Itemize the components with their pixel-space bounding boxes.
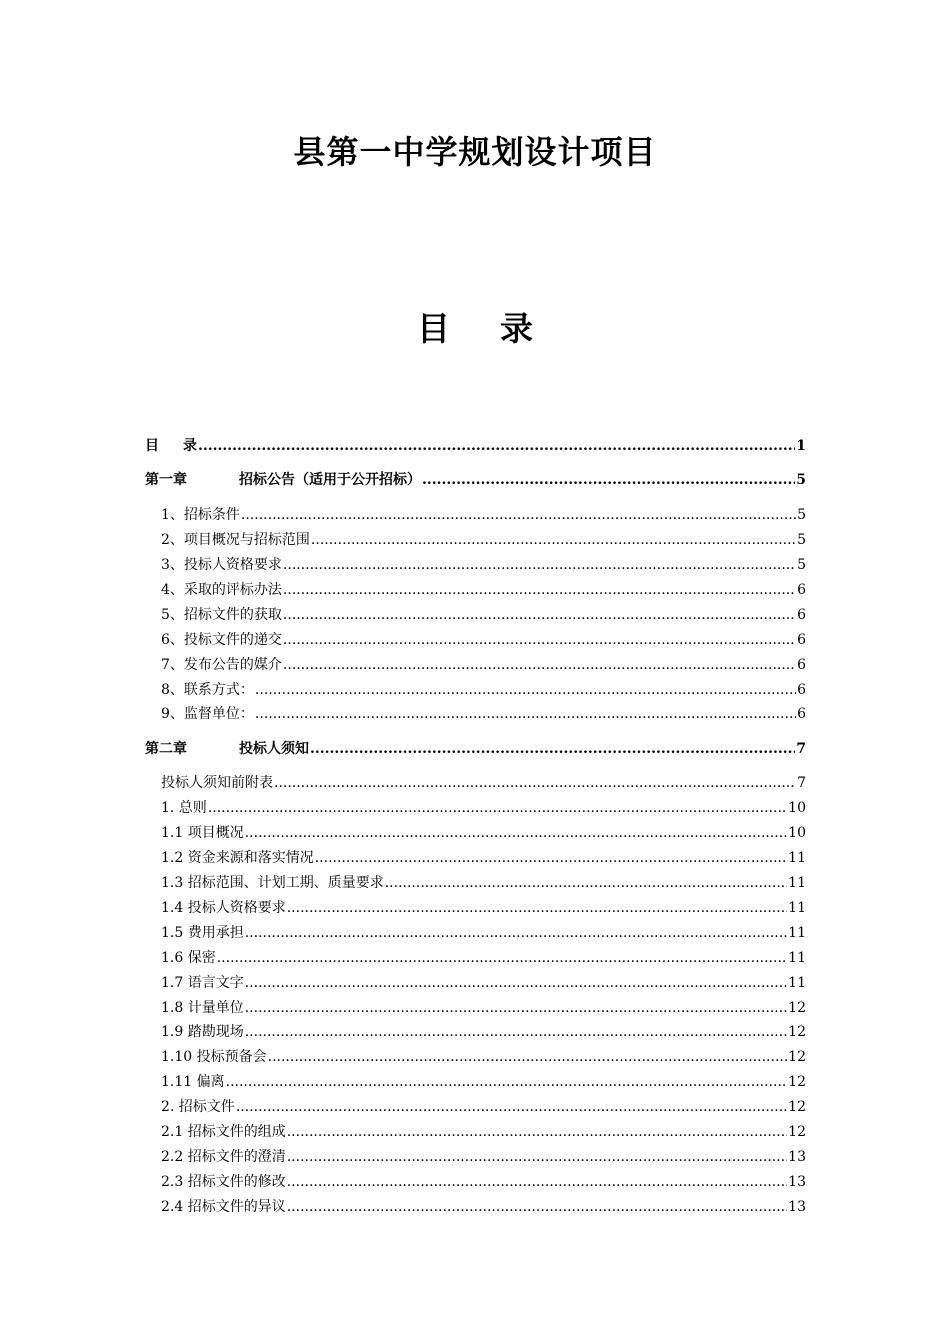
toc-entry[interactable] <box>161 798 806 818</box>
toc-dot-leader <box>208 798 787 818</box>
toc-entry-title: 1.10 投标预备会 <box>161 1049 267 1065</box>
toc-page-number: 6 <box>797 682 806 698</box>
toc-dot-leader <box>245 1022 787 1042</box>
toc-chapter-entry[interactable] <box>145 739 806 759</box>
toc-dot-leader <box>283 605 796 625</box>
toc-dot-leader <box>311 530 796 550</box>
toc-entry-title: 1.3 招标范围、计划工期、质量要求 <box>161 875 384 891</box>
toc-entry-title: 2.1 招标文件的组成 <box>161 1124 286 1140</box>
toc-page-number: 5 <box>797 557 806 573</box>
toc-dot-leader <box>274 773 796 793</box>
toc-dot-leader <box>283 555 796 575</box>
toc-entry[interactable] <box>161 1022 806 1042</box>
toc-dot-leader <box>287 1197 787 1217</box>
toc-page-number: 11 <box>788 850 806 866</box>
toc-page-number: 6 <box>797 607 806 623</box>
toc-heading <box>0 304 950 354</box>
toc-entry[interactable] <box>161 773 806 793</box>
toc-page-number: 5 <box>797 532 806 548</box>
toc-dot-leader <box>236 1097 787 1117</box>
toc-page-number: 5 <box>796 472 806 488</box>
toc-page-number: 6 <box>797 632 806 648</box>
toc-entry-title: 1.7 语言文字 <box>161 975 244 991</box>
toc-entry-title: 1.4 投标人资格要求 <box>161 900 286 916</box>
toc-chapter-label: 第二章 <box>145 741 187 757</box>
toc-entry[interactable] <box>161 998 806 1018</box>
toc-dot-leader <box>422 470 795 490</box>
toc-entry-title: 6、投标文件的递交 <box>161 632 282 648</box>
toc-entry[interactable] <box>161 605 806 625</box>
toc-entry[interactable] <box>161 505 806 525</box>
toc-dot-leader <box>217 948 787 968</box>
toc-dot-leader <box>245 923 787 943</box>
toc-entry-title: 7、发布公告的媒介 <box>161 657 282 673</box>
toc-entry[interactable] <box>161 680 806 700</box>
toc-entry-title: 2. 招标文件 <box>161 1099 235 1115</box>
toc-entry[interactable] <box>161 823 806 843</box>
toc-page-number: 7 <box>796 741 806 757</box>
document-title: 县第一中学规划设计项目 <box>293 133 657 171</box>
toc-entry[interactable] <box>161 530 806 550</box>
toc-page-number: 12 <box>788 1000 806 1016</box>
toc-entry[interactable] <box>161 873 806 893</box>
toc-entry-title: 1、招标条件 <box>161 507 240 523</box>
toc-dot-leader <box>287 1147 787 1167</box>
toc-dot-leader <box>283 580 796 600</box>
toc-entry[interactable] <box>161 1172 806 1192</box>
toc-entry-title: 1.11 偏离 <box>161 1074 225 1090</box>
toc-entry-title: 1.1 项目概况 <box>161 825 244 841</box>
toc-chapter-entry[interactable] <box>145 436 806 456</box>
toc-dot-leader <box>268 1047 788 1067</box>
toc-entry-title: 招标公告（适用于公开招标） <box>239 472 421 488</box>
toc-page-number: 7 <box>797 775 806 791</box>
toc-entry[interactable] <box>161 1072 806 1092</box>
toc-entry[interactable] <box>161 948 806 968</box>
toc-entry[interactable] <box>161 655 806 675</box>
toc-page-number: 12 <box>788 1124 806 1140</box>
toc-page-number: 1 <box>796 438 806 454</box>
toc-entry-title: 2、项目概况与招标范围 <box>161 532 310 548</box>
toc-page-number: 6 <box>797 657 806 673</box>
toc-dot-leader <box>245 998 787 1018</box>
toc-entry-title: 5、招标文件的获取 <box>161 607 282 623</box>
toc-entry-title: 9、监督单位： <box>161 706 254 722</box>
toc-dot-leader <box>255 680 796 700</box>
toc-heading-char-1: 目 <box>417 309 450 348</box>
toc-page-number: 11 <box>788 875 806 891</box>
toc-dot-leader <box>287 1172 787 1192</box>
toc-chapter-label: 目 <box>145 438 159 454</box>
toc-entry-title: 投标人须知 <box>239 741 309 757</box>
toc-entry-title: 1.5 费用承担 <box>161 925 244 941</box>
toc-dot-leader <box>283 655 796 675</box>
toc-page-number: 12 <box>788 1099 806 1115</box>
toc-page-number: 12 <box>788 1024 806 1040</box>
toc-entry-title: 8、联系方式： <box>161 682 254 698</box>
toc-entry[interactable] <box>161 1197 806 1217</box>
toc-page-number: 13 <box>788 1174 806 1190</box>
toc-entry-title: 2.2 招标文件的澄清 <box>161 1149 286 1165</box>
toc-entry-title: 1.8 计量单位 <box>161 1000 244 1016</box>
toc-dot-leader <box>255 704 796 724</box>
toc-entry[interactable] <box>161 1122 806 1142</box>
toc-entry-title: 1. 总则 <box>161 800 207 816</box>
toc-page-number: 13 <box>788 1199 806 1215</box>
toc-entry[interactable] <box>161 1147 806 1167</box>
toc-page-number: 6 <box>797 582 806 598</box>
toc-page-number: 11 <box>788 975 806 991</box>
toc-dot-leader <box>283 630 796 650</box>
toc-dot-leader <box>385 873 787 893</box>
toc-page-number: 11 <box>788 900 806 916</box>
toc-entry[interactable] <box>161 704 806 724</box>
toc-entry-title: 1.9 踏勘现场 <box>161 1024 244 1040</box>
toc-dot-leader <box>315 848 787 868</box>
toc-dot-leader <box>198 436 795 456</box>
toc-entry[interactable] <box>161 555 806 575</box>
toc-dot-leader <box>287 1122 787 1142</box>
toc-page-number: 12 <box>788 1074 806 1090</box>
toc-chapter-entry[interactable] <box>145 470 806 490</box>
toc-entry[interactable] <box>161 1097 806 1117</box>
toc-entry-title: 1.2 资金来源和落实情况 <box>161 850 314 866</box>
toc-dot-leader <box>310 739 795 759</box>
toc-dot-leader <box>226 1072 788 1092</box>
toc-page-number: 11 <box>788 925 806 941</box>
toc-page-number: 11 <box>788 950 806 966</box>
toc-entry-title: 4、采取的评标办法 <box>161 582 282 598</box>
toc-entry-title: 投标人须知前附表 <box>161 775 273 791</box>
toc-entry[interactable] <box>161 1047 806 1067</box>
toc-page-number: 13 <box>788 1149 806 1165</box>
toc-entry[interactable] <box>161 898 806 918</box>
toc-dot-leader <box>245 823 787 843</box>
toc-entry-title: 2.3 招标文件的修改 <box>161 1174 286 1190</box>
toc-page-number: 10 <box>788 800 806 816</box>
toc-page-number: 6 <box>797 706 806 722</box>
toc-heading-char-2: 录 <box>500 309 533 348</box>
toc-page-number: 10 <box>788 825 806 841</box>
toc-chapter-label-2: 录 <box>183 438 197 454</box>
toc-dot-leader <box>287 898 787 918</box>
toc-entry-title: 3、投标人资格要求 <box>161 557 282 573</box>
toc-entry[interactable] <box>161 580 806 600</box>
toc-entry[interactable] <box>161 630 806 650</box>
toc-entry[interactable] <box>161 848 806 868</box>
toc-chapter-label: 第一章 <box>145 472 187 488</box>
toc-entry[interactable] <box>161 923 806 943</box>
toc-dot-leader <box>241 505 796 525</box>
toc-dot-leader <box>245 973 787 993</box>
toc-entry-title: 2.4 招标文件的异议 <box>161 1199 286 1215</box>
toc-page-number: 12 <box>788 1049 806 1065</box>
toc-page-number: 5 <box>797 507 806 523</box>
toc-entry-title: 1.6 保密 <box>161 950 216 966</box>
toc-entry[interactable] <box>161 973 806 993</box>
